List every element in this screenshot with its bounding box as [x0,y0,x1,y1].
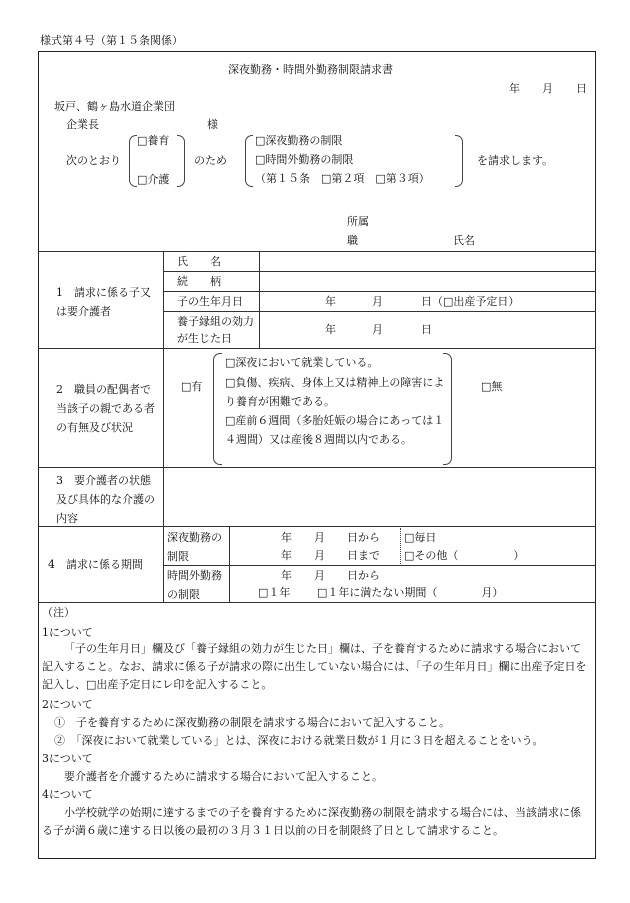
addressee-org: 坂戸、鶴ヶ島水道企業団 [54,100,175,113]
s1-birth-month: 月 [372,295,383,308]
divider-s1-row3 [163,311,596,312]
note4-body: 小学校就学の始期に達するまでの子を養育するために深夜勤務の制限を請求する場合には、当該請求に係る子が満６歳に達する日以後の最初の３月３１日以前の日を制限終了日として請求すること。 [42,806,581,837]
s1-birth-day: 日（□出産予定日） [421,295,520,308]
s4-night-from: 年 月 日から [281,531,380,544]
note2-title: 2について [42,698,93,711]
s1-adoption-label: 養子縁組の効力が生じた日 [177,315,254,345]
s1-birth-year: 年 [325,295,336,308]
period-dotted-divider [400,528,401,564]
s3-label: 3 要介護者の状態及び具体的な介護の内容 [56,474,155,525]
restriction-bracket-left [245,135,253,187]
date-year: 年 [509,82,520,95]
s4-night-label: 深夜勤務の制限 [167,531,222,563]
s2-no: □無 [481,380,503,393]
divider-s4-mid [163,565,596,566]
s2-yes: □有 [181,380,203,393]
s1-birth-label: 子の生年月日 [177,295,243,308]
note3-title: 3について [42,752,93,765]
option-care: □養育 [137,134,170,147]
s2-condition-1: □深夜において就業している。 [225,356,379,369]
s4-label: 4 請求に係る期間 [48,558,143,571]
request-end: を請求します。 [477,154,554,167]
option-nursing: □介護 [137,173,170,186]
s1-adoption-month: 月 [372,323,383,336]
s4-overtime-one-year: □１年 [258,586,291,599]
s1-label: 1 請求に係る子又は要介護者 [56,286,151,318]
name-label: 氏名 [453,234,475,247]
column-divider-main [163,251,164,602]
column-divider-s1 [259,251,260,348]
s1-adoption-day: 日 [421,323,432,336]
s4-overtime-less-year: □１年に満たない期間（ 月） [317,586,504,599]
s4-overtime-from: 年 月 日から [281,569,380,582]
addressee-title: 企業長 [66,118,99,131]
divider-s2-end [38,467,596,468]
addressee-sama: 様 [207,118,218,131]
divider-header [38,251,596,252]
note2-item1: ① 子を養育するために深夜勤務の制限を請求する場合において記入すること。 [54,716,450,729]
notes-heading: （注） [42,606,75,619]
note1-body: 「子の生年月日」欄及び「養子縁組の効力が生じた日」欄は、子を養育するために請求する場合において記入すること。なお、請求に係る子が請求の際に出生していない場合には、「子の生年月日」欄に出産予定日を記入し、□出産予定日にレ印を記入すること。 [42,642,587,691]
note3-body: 要介護者を介護するために請求する場合において記入すること。 [64,770,383,783]
intro-text: 次のとおり [66,154,121,167]
s2-label: 2 職員の配偶者で当該子の親である者の有無及び状況 [56,383,155,434]
for-purpose: のため [194,154,227,167]
s4-other: □その他（ ） [404,549,525,562]
s2-bracket-right [443,353,452,465]
note4-title: 4について [42,788,93,801]
divider-s1-row2 [163,291,596,292]
divider-s4-end [38,602,596,603]
purpose-bracket-right [177,135,185,187]
affiliation-label: 所属 [347,215,369,228]
date-month: 月 [542,82,553,95]
divider-s1-end [38,348,596,349]
s2-condition-3: □産前６週間（多胎妊娠の場合にあっては１４週間）又は産後８週間以内である。 [225,414,445,446]
s1-adoption-year: 年 [325,323,336,336]
restrict-overtime: □時間外勤務の制限 [255,153,354,166]
s1-relation-label: 続 柄 [177,275,221,288]
s4-night-to: 年 月 日まで [281,549,380,562]
s4-overtime-label: 時間外勤務の制限 [167,569,222,601]
note2-item2: ② 「深夜において就業している」とは、深夜における就業日数が１月に３日を超えることをいう。 [54,734,544,747]
s2-condition-2: □負傷、疾病、身体上又は精神上の障害により養育が困難である。 [225,376,445,408]
purpose-bracket-left [129,135,137,187]
restriction-bracket-right [455,135,463,187]
form-title: 深夜勤務・時間外勤務制限請求書 [228,63,393,76]
restrict-night: □深夜勤務の制限 [255,134,343,147]
s2-bracket-left [213,353,222,465]
article-reference: （第１５条 □第２項 □第３項） [255,172,430,185]
form-number: 様式第４号（第１５条関係） [40,34,183,47]
position-label: 職 [347,234,358,247]
column-divider-s4 [229,526,230,602]
divider-s1-row1 [163,271,596,272]
s4-every-day: □毎日 [404,531,437,544]
s1-name-label: 氏 名 [177,255,221,268]
note1-title: 1について [42,626,93,639]
date-day: 日 [576,82,587,95]
